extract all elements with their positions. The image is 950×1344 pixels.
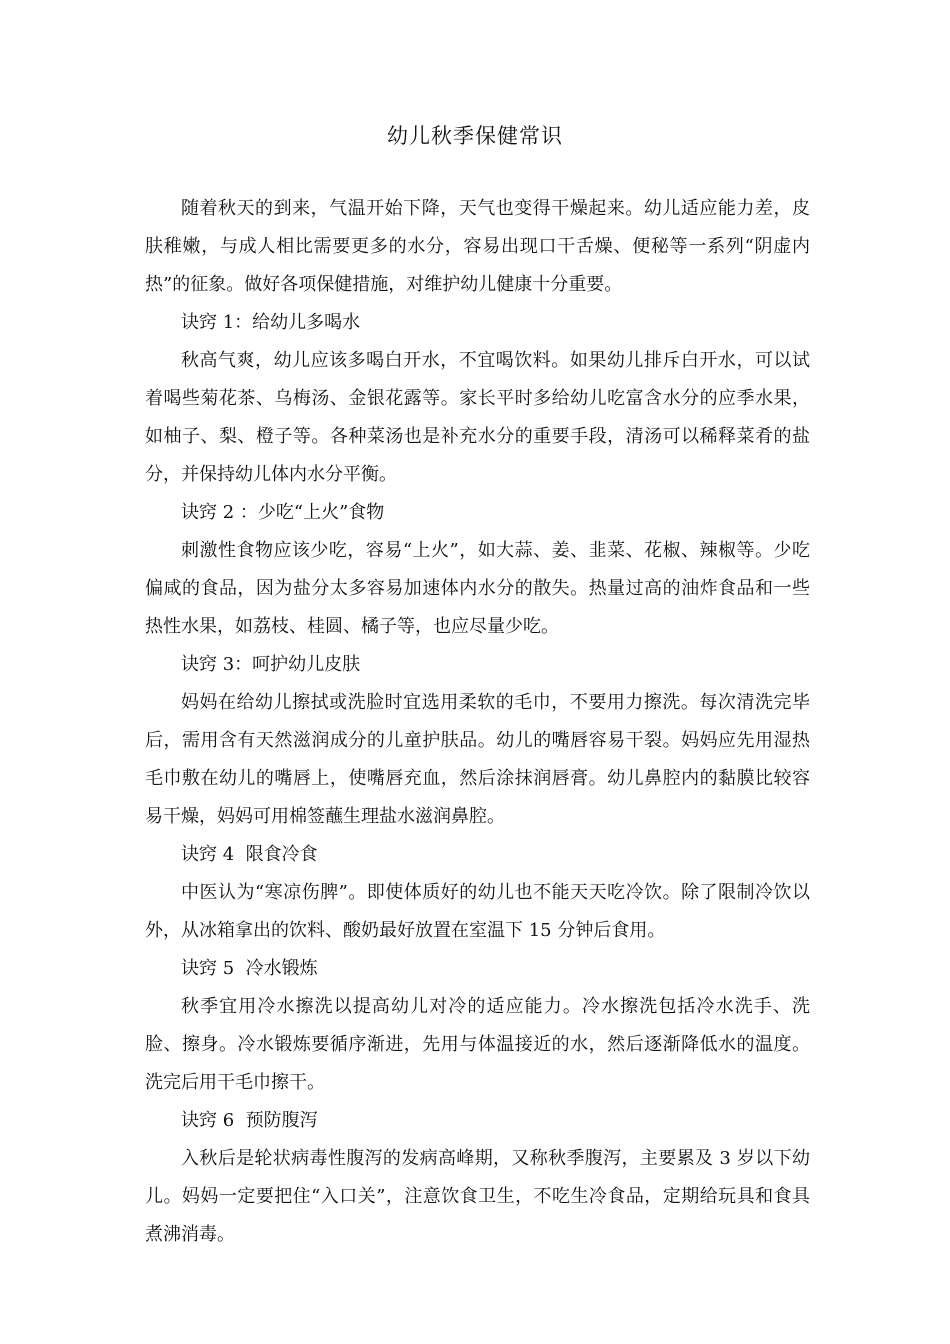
document-title: 幼儿秋季保健常识 [387, 124, 563, 148]
intro-paragraph: 随着秋天的到来，气温开始下降，天气也变得干燥起来。幼儿适应能力差，皮肤稚嫩，与成人相比需要更多的水分，容易出现口干舌燥、便秘等一系列“阴虚内热”的征象。做好各项保健措施，对维护幼儿健康十分重要。 [145, 198, 810, 295]
section-1-heading: 诀窍 1：给幼儿多喝水 [181, 312, 361, 333]
section-5-paragraph: 秋季宜用冷水擦洗以提高幼儿对冷的适应能力。冷水擦洗包括冷水洗手、洗脸、擦身。冷水锻炼要循序渐进，先用与体温接近的水，然后逐渐降低水的温度。洗完后用干毛巾擦干。 [145, 996, 810, 1093]
section-2-paragraph: 刺激性食物应该少吃，容易“上火”，如大蒜、姜、韭菜、花椒、辣椒等。少吃偏咸的食品，因为盐分太多容易加速体内水分的散失。热量过高的油炸食品和一些热性水果，如荔枝、桂圆、橘子等，也应尽量少吃。 [145, 540, 810, 637]
section-4-paragraph: 中医认为“寒凉伤脾”。即使体质好的幼儿也不能天天吃冷饮。除了限制冷饮以外，从冰箱拿出的饮料、酸奶最好放置在室温下 15 分钟后食用。 [145, 882, 810, 941]
document-body [145, 190, 810, 1254]
section-3-paragraph: 妈妈在给幼儿擦拭或洗脸时宜选用柔软的毛巾，不要用力擦洗。每次清洗完毕后，需用含有天然滋润成分的儿童护肤品。幼儿的嘴唇容易干裂。妈妈应先用湿热毛巾敷在幼儿的嘴唇上，使嘴唇充血，然后涂抹润唇膏。幼儿鼻腔内的黏膜比较容易干燥，妈妈可用棉签蘸生理盐水滋润鼻腔。 [145, 692, 810, 827]
section-6-paragraph: 入秋后是轮状病毒性腹泻的发病高峰期，又称秋季腹泻，主要累及 3 岁以下幼儿。妈妈一定要把住“入口关”，注意饮食卫生，不吃生冷食品，定期给玩具和食具煮沸消毒。 [145, 1148, 810, 1245]
section-3-heading: 诀窍 3：呵护幼儿皮肤 [181, 654, 361, 675]
section-1-paragraph: 秋高气爽，幼儿应该多喝白开水，不宜喝饮料。如果幼儿排斥白开水，可以试着喝些菊花茶、乌梅汤、金银花露等。家长平时多给幼儿吃富含水分的应季水果，如柚子、梨、橙子等。各种菜汤也是补充水分的重要手段，清汤可以稀释菜肴的盐分，并保持幼儿体内水分平衡。 [145, 350, 810, 485]
section-2-heading: 诀窍 2 ：少吃“上火”食物 [181, 502, 385, 523]
section-5-heading: 诀窍 5 冷水锻炼 [181, 958, 318, 979]
section-4-heading: 诀窍 4 限食冷食 [181, 844, 318, 865]
section-6-heading: 诀窍 6 预防腹泻 [181, 1110, 318, 1131]
